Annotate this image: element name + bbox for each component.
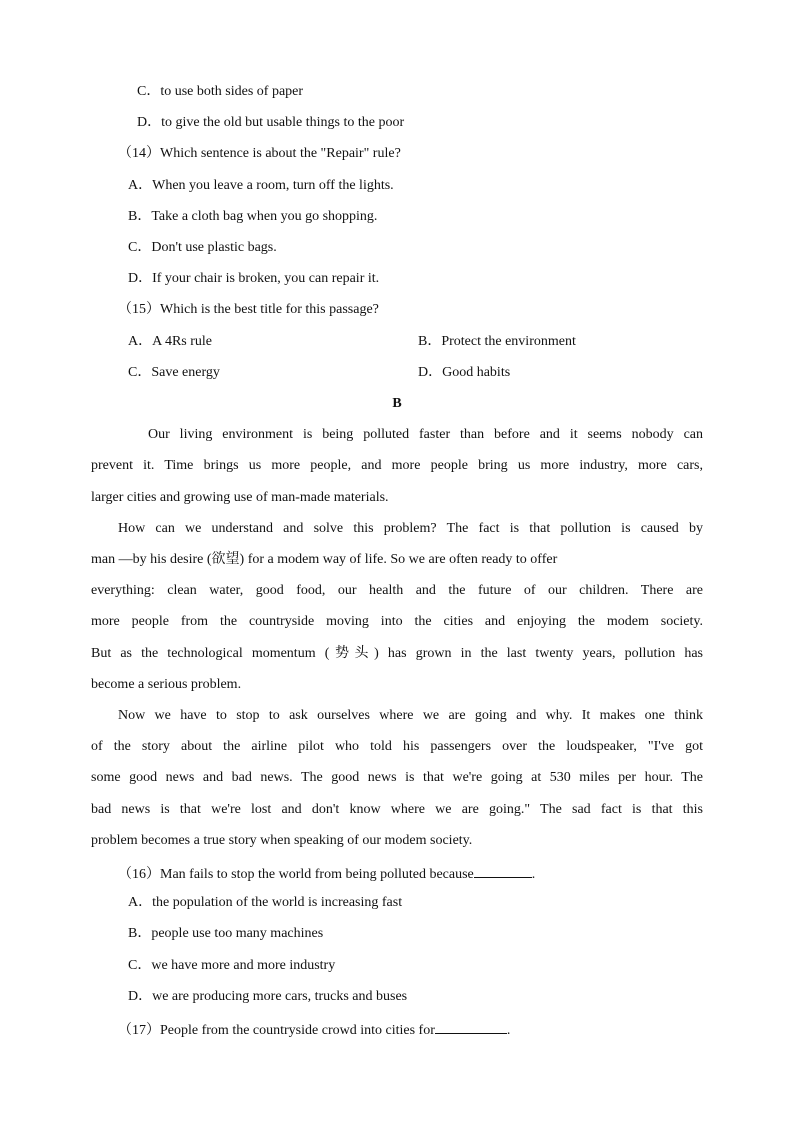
passage-p3-line: problem becomes a true story when speaking of our modem society. bbox=[91, 833, 473, 848]
q17-stem-text: （17）People from the countryside crowd into cities for bbox=[118, 1023, 435, 1038]
q15-option-d: D．Good habits bbox=[418, 365, 511, 380]
q15-option-c: C．Save energy bbox=[128, 365, 220, 380]
q16-stem bbox=[118, 863, 535, 884]
q14-option-c: C．Don't use plastic bags. bbox=[128, 240, 277, 255]
q17-stem bbox=[118, 1019, 510, 1040]
passage-p2-line: more people from the countryside moving into the cities and enjoying the modem society. bbox=[91, 614, 703, 629]
q15-option-b: B．Protect the environment bbox=[418, 334, 576, 349]
q14-option-b: B．Take a cloth bag when you go shopping. bbox=[128, 209, 378, 224]
q16-stem-end: . bbox=[531, 867, 536, 882]
section-b-heading: B bbox=[392, 396, 402, 411]
q16-option-d: D．we are producing more cars, trucks and buses bbox=[128, 989, 408, 1004]
q15-stem: （15）Which is the best title for this passage? bbox=[118, 302, 379, 317]
q16-option-a: A．the population of the world is increasing fast bbox=[128, 895, 403, 910]
passage-p1-line: larger cities and growing use of man-made materials. bbox=[91, 490, 389, 505]
q14-option-a: A．When you leave a room, turn off the lights. bbox=[128, 178, 394, 193]
q17-stem-end: . bbox=[506, 1023, 511, 1038]
passage-p1-line: Our living environment is being polluted faster than before and it seems nobody can bbox=[148, 427, 703, 442]
passage-p3-line: bad news is that we're lost and don't know where we are going." The sad fact is that this bbox=[91, 802, 703, 817]
passage-p2-line: become a serious problem. bbox=[91, 677, 242, 692]
q16-answer-blank[interactable] bbox=[474, 863, 532, 878]
passage-p2-line: man —by his desire (欲望) for a modem way of life. So we are often ready to offer bbox=[91, 552, 558, 567]
q13-option-d: D．to give the old but usable things to the poor bbox=[137, 115, 405, 130]
q16-option-c: C．we have more and more industry bbox=[128, 958, 336, 973]
q16-option-b: B．people use too many machines bbox=[128, 926, 324, 941]
passage-p1-line: prevent it. Time brings us more people, and more people bring us more industry, more cars, bbox=[91, 458, 703, 473]
q13-option-c: C．to use both sides of paper bbox=[137, 84, 304, 99]
passage-p3-line: Now we have to stop to ask ourselves where we are going and why. It makes one think bbox=[118, 708, 703, 723]
passage-p3-line: of the story about the airline pilot who told his passengers over the loudspeaker, "I've got bbox=[91, 739, 703, 754]
passage-p3-line: some good news and bad news. The good news is that we're going at 530 miles per hour. The bbox=[91, 770, 703, 785]
passage-p2-line: How can we understand and solve this problem? The fact is that pollution is caused by bbox=[118, 521, 703, 536]
passage-p2-line: But as the technological momentum (势头) has grown in the last twenty years, pollution has bbox=[91, 646, 703, 661]
q16-stem-text: （16）Man fails to stop the world from being polluted because bbox=[118, 867, 474, 882]
passage-p2-line: everything: clean water, good food, our health and the future of our children. There are bbox=[91, 583, 703, 598]
q14-stem: （14）Which sentence is about the "Repair" rule? bbox=[118, 146, 401, 161]
q17-answer-blank[interactable] bbox=[435, 1019, 507, 1034]
q15-option-a: A．A 4Rs rule bbox=[128, 334, 212, 349]
q14-option-d: D．If your chair is broken, you can repair it. bbox=[128, 271, 380, 286]
